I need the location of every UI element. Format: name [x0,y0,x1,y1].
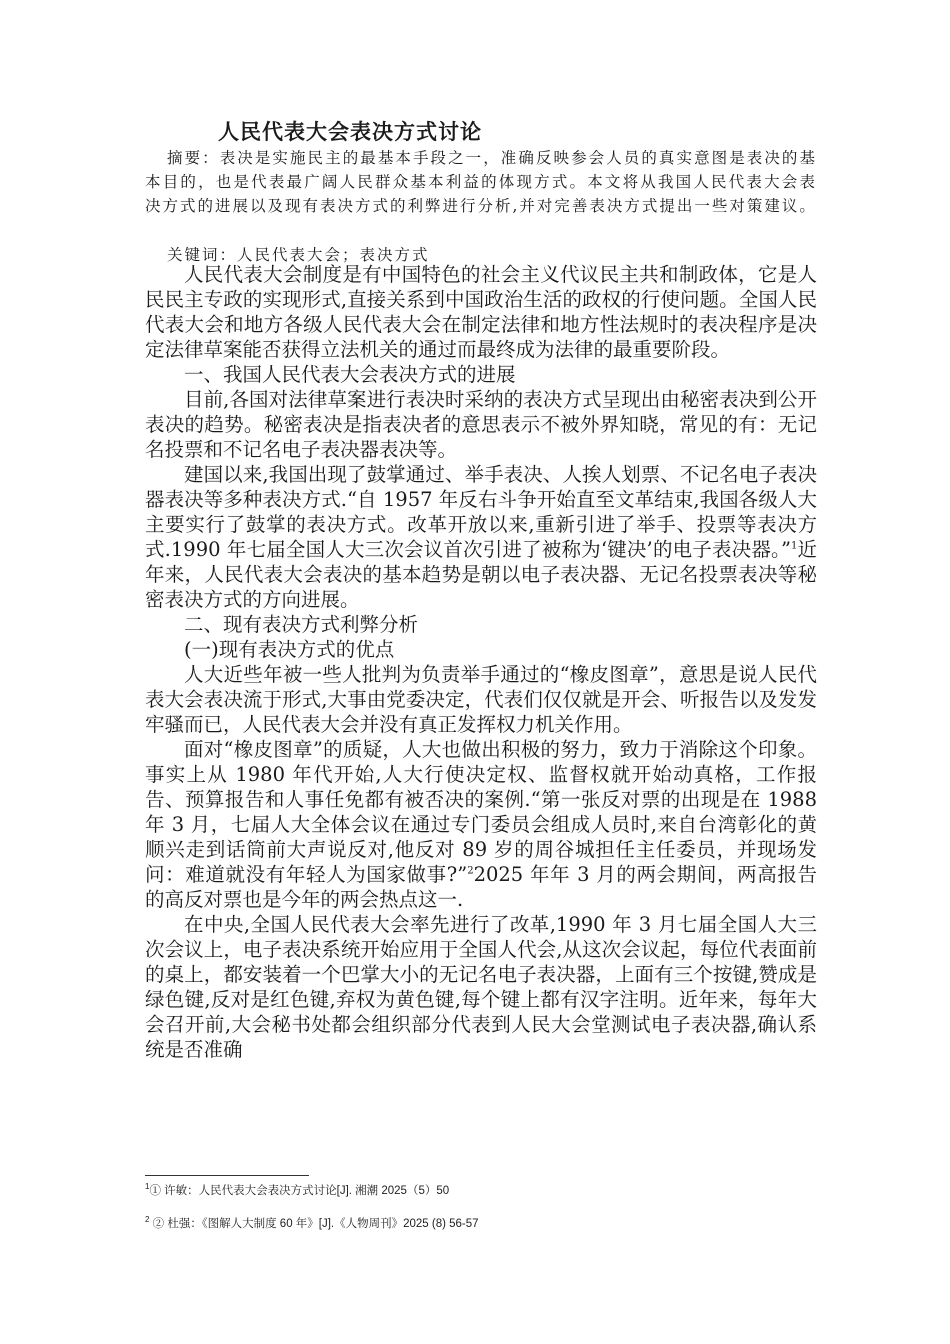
document-title: 人民代表大会表决方式讨论 [218,119,482,144]
paragraph-2-text-b: 近年来，人民代表大会表决的基本趋势是朝以电子表决器、无记名投票表决等秘密表决方式的方向进展。 [145,538,817,611]
paragraph-4-text-a: 面对“橡皮图章”的质疑，人大也做出积极的努力，致力于消除这个印象。事实上从 1980 年代开始,人大行使决定权、监督权就开始动真格，工作报告、预算报告和人事任免都有被否决的案例.“第一张反对票的出现是在 1988 年 3 月，七届人大全体会议在通过专门委员会组成人员时,来自台湾彰化的黄顺兴走到话筒前大声说反对,他反对 89 岁的周谷城担任主任委员，并现场发问：难道就没有年轻人为国家做事?” [145,738,817,886]
footnote-1 [145,1182,449,1198]
paragraph-4-text-b: 2025 年年 3 月的两会期间，两高报告的高反对票也是今年的两会热点这一. [145,863,817,911]
paragraph-5: 在中央,全国人民代表大会率先进行了改革,1990 年 3 月七届全国人大三次会议上，电子表决系统开始应用于全国人代会,从这次会议起，每位代表面前的桌上，都安装着一个巴掌大小的无记名电子表决器，上面有三个按键,赞成是绿色键,反对是红色键,弃权为黄色键,每个键上都有汉字注明。近年来，每年大会召开前,大会秘书处都会组织部分代表到人民大会堂测试电子表决器,确认系统是否准确 [145,913,817,1061]
footnote-2 [145,1215,479,1231]
footnote-divider [145,1175,309,1176]
footnote-2-mark: 2 [145,1215,150,1225]
footnote-ref-2[interactable]: 2 [467,865,474,877]
keywords: 关键词：人民代表大会；表决方式 [167,246,430,264]
intro-paragraph: 人民代表大会制度是有中国特色的社会主义代议民主共和制政体，它是人民民主专政的实现形式,直接关系到中国政治生活的政权的行使问题。全国人民代表大会和地方各级人民代表大会在制定法律和地方性法规时的表决程序是决定法律草案能否获得立法机关的通过而最终成为法律的最重要阶段。 [145,263,817,361]
paragraph-4 [145,737,817,912]
paragraph-1: 目前,各国对法律草案进行表决时采纳的表决方式呈现出由秘密表决到公开表决的趋势。秘密表决是指表决者的意思表示不被外界知晓，常见的有：无记名投票和不记名电子表决器表决等。 [145,388,817,461]
footnote-2-text: ② 杜强：《图解人大制度 60 年》[J].《人物周刊》2025 (8) 56-57 [152,1218,479,1230]
section-heading-2: 二、现有表决方式利弊分析 [184,613,419,636]
footnote-1-text: ① 许敏：人民代表大会表决方式讨论[J]. 湘潮 2025（5）50 [149,1185,450,1197]
paragraph-2-text-a: 建国以来,我国出现了鼓掌通过、举手表决、人挨人划票、不记名电子表决器表决等多种表决方式.“自 1957 年反右斗争开始直至文革结束,我国各级人大主要实行了鼓掌的表决方式。改革开放以来,重新引进了举手、投票等表决方式.1990 年七届全国人大三次会议首次引进了被称为‘键决’的电子表决器。” [145,463,817,561]
paragraph-3: 人大近些年被一些人批判为负责举手通过的“橡皮图章”，意思是说人民代表大会表决流于形式,大事由党委决定，代表们仅仅就是开会、听报告以及发发牢骚而已，人民代表大会并没有真正发挥权力机关作用。 [145,663,817,736]
paragraph-2 [145,462,817,612]
abstract: 摘要：表决是实施民主的最基本手段之一，准确反映参会人员的真实意图是表决的基本目的，也是代表最广阔人民群众基本利益的体现方式。本文将从我国人民代表大会表决方式的进展以及现有表决方式的利弊进行分析,并对完善表决方式提出一些对策建议。 [145,149,817,215]
subsection-heading-1: (一)现有表决方式的优点 [184,638,395,661]
section-heading-1: 一、我国人民代表大会表决方式的进展 [184,363,516,386]
footnote-ref-1[interactable]: 1 [790,540,798,552]
footnote-1-mark: 1 [145,1182,150,1192]
main-body [145,262,817,1062]
